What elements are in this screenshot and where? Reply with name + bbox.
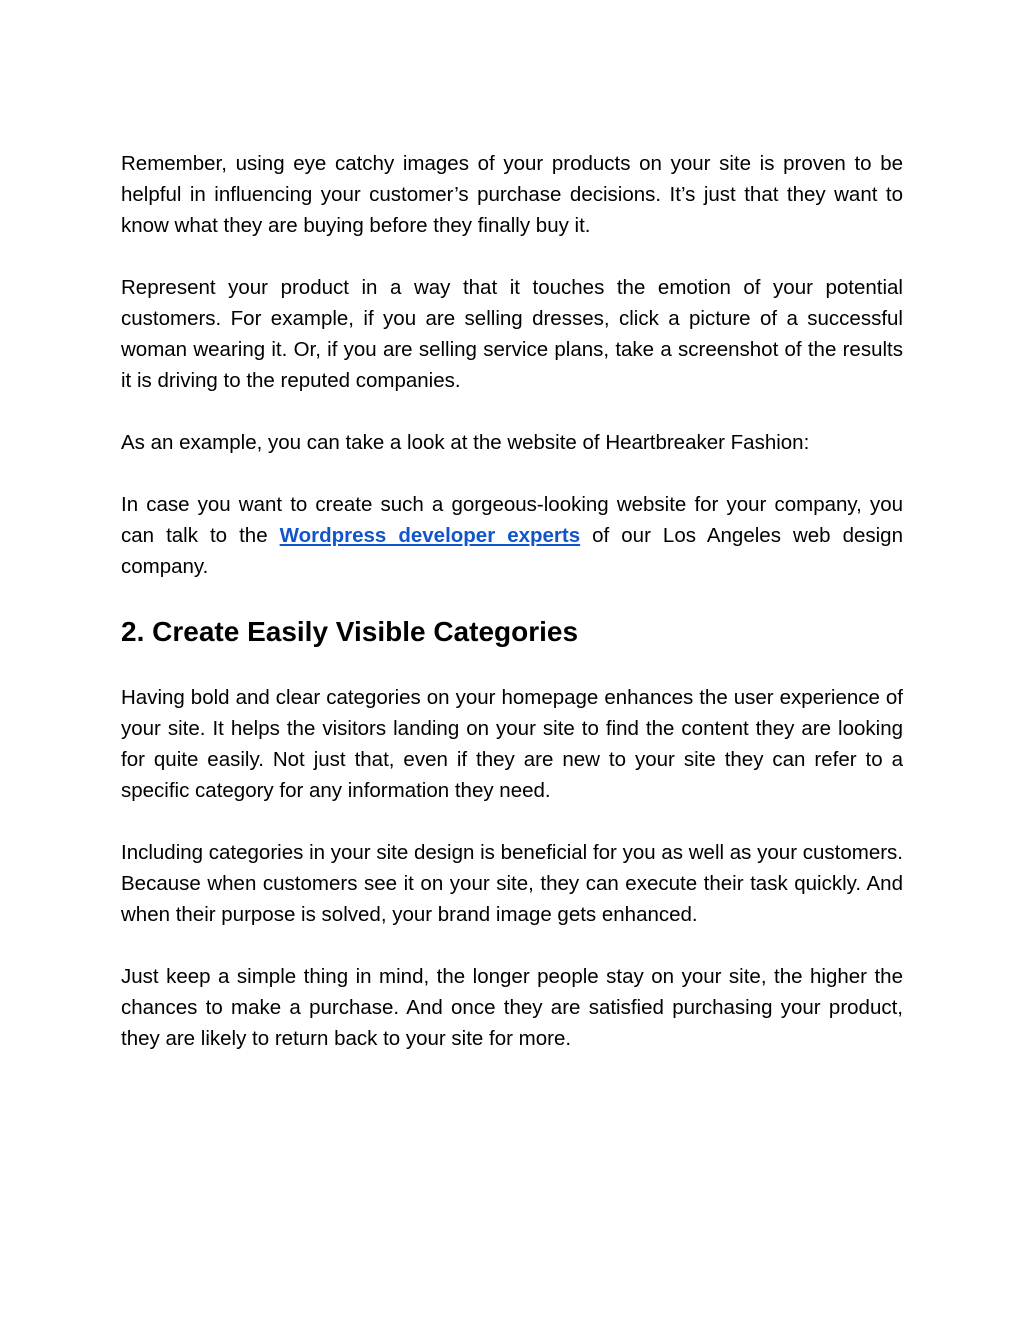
paragraph-including-categories: Including categories in your site design is beneficial for you as well as your customers. Because when customers see it on your site, they can execute their task quickly. And when their purpose is solved, your brand image gets enhanced. [121, 841, 903, 926]
paragraph-eye-catchy-images: Remember, using eye catchy images of your products on your site is proven to be helpful in influencing your customer’s purchase decisions. It’s just that they want to know what they are buying before they finally buy it. [121, 152, 903, 237]
cta-text-after: of our Los Angeles web design company. [121, 524, 903, 578]
paragraph-represent-product: Represent your product in a way that it touches the emotion of your potential customers. For example, if you are selling dresses, click a picture of a successful woman wearing it. Or, if you are selling service plans, take a screenshot of the results it is driving to the reputed companies. [121, 276, 903, 392]
section-heading: 2. Create Easily Visible Categories [121, 616, 579, 647]
paragraph-example-heartbreaker: As an example, you can take a look at the website of Heartbreaker Fashion: [121, 431, 810, 454]
document-page [121, 148, 903, 1054]
wordpress-developer-experts-link[interactable]: Wordpress developer experts [279, 524, 581, 547]
paragraph-keep-in-mind: Just keep a simple thing in mind, the longer people stay on your site, the higher the chances to make a purchase. And once they are satisfied purchasing your product, they are likely to return back to your site for more. [121, 965, 903, 1050]
paragraph-bold-categories: Having bold and clear categories on your homepage enhances the user experience of your site. It helps the visitors landing on your site to find the content they are looking for quite easily. Not just that, even if they are new to your site they can refer to a specific category for any information they need. [121, 686, 903, 802]
cta-text-before: In case you want to create such a gorgeous-looking website for your company, you can talk to the [121, 493, 903, 547]
paragraph-cta [121, 489, 903, 582]
